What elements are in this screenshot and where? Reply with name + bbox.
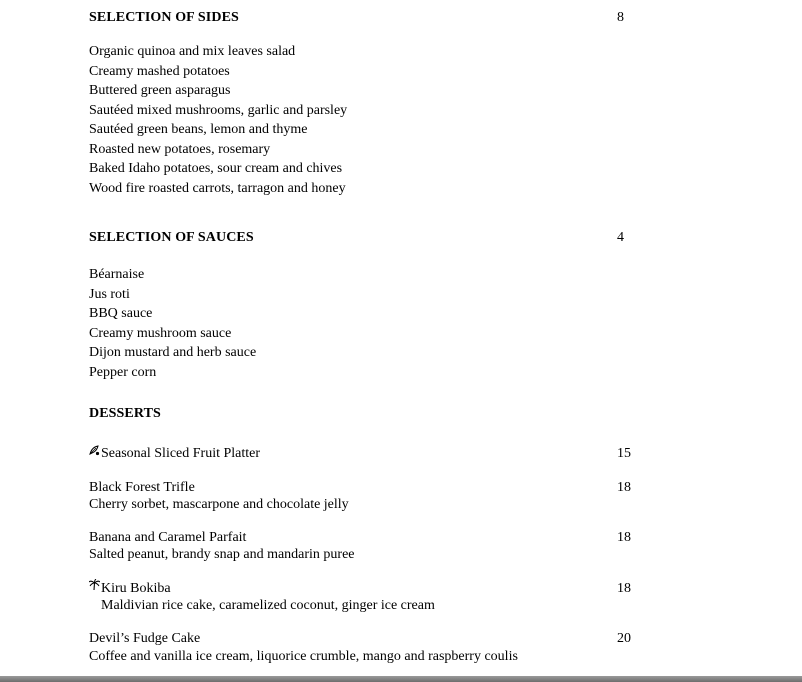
dessert-price: 18 — [617, 480, 631, 495]
sides-price: 8 — [617, 10, 624, 25]
palm-tree-icon — [89, 579, 101, 594]
dessert-item-name: Banana and Caramel Parfait — [89, 530, 247, 545]
list-item: Creamy mashed potatoes — [89, 63, 230, 79]
list-item: Sautéed green beans, lemon and thyme — [89, 122, 308, 137]
dessert-price: 18 — [617, 581, 631, 596]
desserts-heading: DESSERTS — [89, 406, 161, 421]
dessert-item-name: Black Forest Trifle — [89, 480, 195, 495]
list-item: Béarnaise — [89, 267, 145, 282]
window-bottom-edge — [0, 676, 802, 682]
list-item: Sautéed mixed mushrooms, garlic and parsley — [89, 102, 348, 118]
dessert-item-name — [89, 444, 260, 464]
dessert-price: 20 — [617, 631, 631, 646]
list-item: Dijon mustard and herb sauce — [89, 345, 257, 360]
list-item: Jus roti — [89, 286, 130, 302]
dessert-item-name: Devil’s Fudge Cake — [89, 631, 201, 646]
list-item: BBQ sauce — [89, 306, 153, 321]
sides-heading: SELECTION OF SIDES — [89, 10, 239, 25]
dessert-item-description: Cherry sorbet, mascarpone and chocolate jelly — [89, 497, 349, 512]
dessert-name-text: Seasonal Sliced Fruit Platter — [101, 446, 261, 461]
dessert-item-description: Coffee and vanilla ice cream, liquorice crumble, mango and raspberry coulis — [89, 649, 518, 664]
healthy-choice-icon — [89, 445, 101, 459]
sides-list — [89, 42, 347, 198]
list-item: Roasted new potatoes, rosemary — [89, 141, 271, 157]
list-item: Baked Idaho potatoes, sour cream and chives — [89, 161, 343, 176]
sauces-list — [89, 265, 256, 382]
dessert-item-description: Maldivian rice cake, caramelized coconut, ginger ice cream — [101, 598, 435, 613]
dessert-name-text: Kiru Bokiba — [101, 581, 171, 596]
list-item: Pepper corn — [89, 364, 157, 380]
list-item: Creamy mushroom sauce — [89, 325, 232, 341]
dessert-item-description: Salted peanut, brandy snap and mandarin puree — [89, 547, 355, 562]
list-item: Buttered green asparagus — [89, 83, 231, 98]
list-item: Wood fire roasted carrots, tarragon and honey — [89, 180, 346, 196]
list-item: Organic quinoa and mix leaves salad — [89, 44, 296, 59]
sauces-heading: SELECTION OF SAUCES — [89, 230, 254, 245]
dessert-price: 15 — [617, 446, 631, 461]
sauces-price: 4 — [617, 230, 624, 245]
dessert-price: 18 — [617, 530, 631, 545]
